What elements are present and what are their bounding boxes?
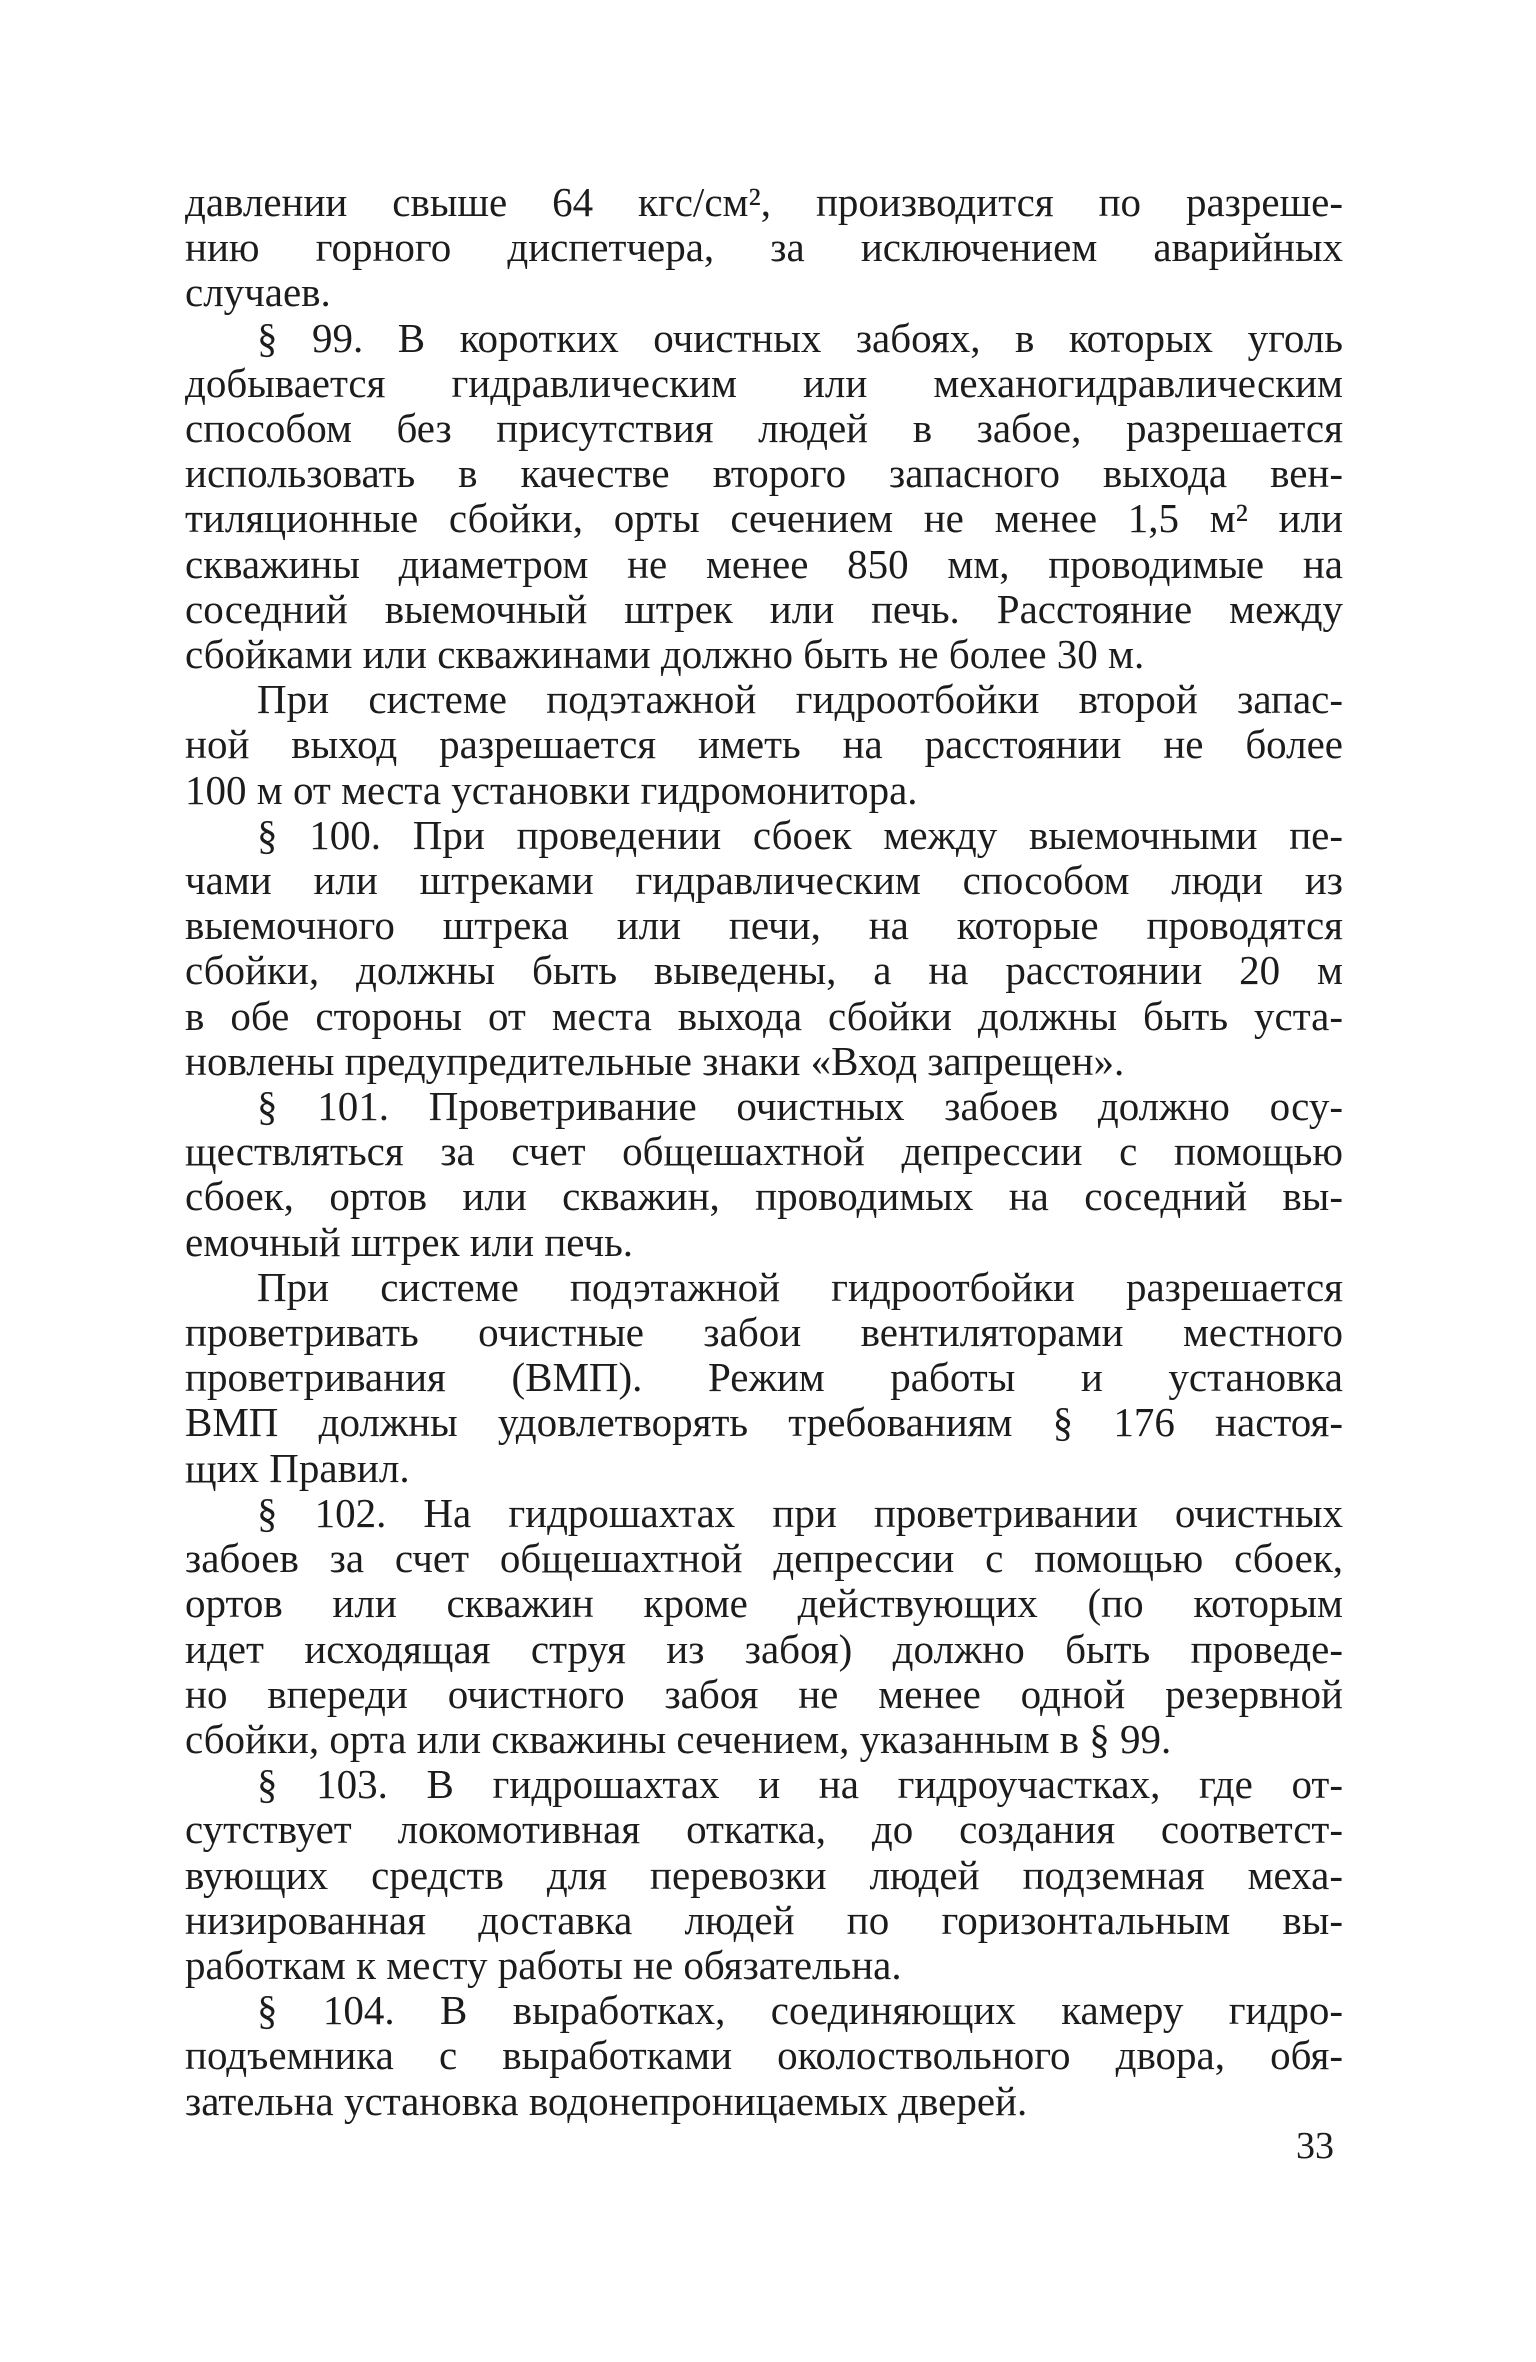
- text-line: вующих средств для перевозки людей подземная меха-: [185, 1851, 1343, 1898]
- text-line: емочный штрек или печь.: [185, 1218, 634, 1265]
- text-line: § 99. В коротких очистных забоях, в которых уголь: [257, 314, 1343, 361]
- text-line: ществляться за счет общешахтной депрессии с помощью: [185, 1128, 1343, 1175]
- text-line: щих Правил.: [185, 1444, 410, 1491]
- text-line: подъемника с выработками околоствольного двора, обя-: [185, 2032, 1343, 2079]
- page-body: [185, 180, 1343, 2124]
- text-line: сбоек, ортов или скважин, проводимых на соседний вы-: [185, 1173, 1343, 1220]
- text-line: работкам к месту работы не обязательна.: [185, 1941, 902, 1988]
- text-line: случаев.: [185, 269, 331, 316]
- text-line: § 101. Проветривание очистных забоев должно осу-: [257, 1083, 1343, 1130]
- text-line: проветривания (ВМП). Режим работы и установка: [185, 1354, 1343, 1401]
- paragraph-section-101: [185, 1084, 1343, 1265]
- text-line: давлении свыше 64 кгс/см², производится по разреше-: [185, 179, 1343, 225]
- text-line: проветривать очистные забои вентиляторами местного: [185, 1309, 1343, 1356]
- paragraph-sublevel-outlet: [185, 677, 1343, 813]
- text-line: добывается гидравлическим или механогидравлическим: [185, 359, 1343, 406]
- text-line: чами или штреками гидравлическим способом люди из: [185, 857, 1343, 904]
- text-line: тиляционные сбойки, орты сечением не менее 1,5 м² или: [185, 495, 1343, 542]
- text-line: выемочного штрека или печи, на которые проводятся: [185, 902, 1343, 949]
- text-line: ной выход разрешается иметь на расстоянии не более: [185, 721, 1343, 768]
- text-line: способом без присутствия людей в забое, разрешается: [185, 405, 1343, 452]
- text-line: в обе стороны от места выхода сбойки должны быть уста-: [185, 992, 1343, 1039]
- text-line: соседний выемочный штрек или печь. Расстояние между: [185, 585, 1343, 632]
- text-line: сбойки, орта или скважины сечением, указанным в § 99.: [185, 1715, 1172, 1762]
- text-line: использовать в качестве второго запасного выхода вен-: [185, 450, 1343, 497]
- text-line: нию горного диспетчера, за исключением аварийных: [185, 224, 1343, 271]
- text-line: сбойками или скважинами должно быть не более 30 м.: [185, 631, 1145, 678]
- text-line: новлены предупредительные знаки «Вход запрещен».: [185, 1037, 1125, 1084]
- text-line: низированная доставка людей по горизонтальным вы-: [185, 1896, 1343, 1943]
- text-line: 100 м от места установки гидромонитора.: [185, 766, 918, 813]
- text-line: скважины диаметром не менее 850 мм, проводимые на: [185, 540, 1343, 587]
- text-line: зательна установка водонепроницаемых дверей.: [185, 2077, 1028, 2124]
- text-line: ВМП должны удовлетворять требованиям § 176 настоя-: [185, 1399, 1343, 1446]
- text-line: идет исходящая струя из забоя) должно быть проведе-: [185, 1625, 1343, 1672]
- paragraph-sublevel-ventilation: [185, 1265, 1343, 1491]
- text-line: § 103. В гидрошахтах и на гидроучастках, где от-: [257, 1761, 1343, 1808]
- paragraph-section-102: [185, 1491, 1343, 1762]
- text-line: ортов или скважин кроме действующих (по которым: [185, 1580, 1343, 1627]
- paragraph-section-100: [185, 813, 1343, 1084]
- text-line: забоев за счет общешахтной депрессии с помощью сбоек,: [185, 1535, 1343, 1582]
- page-number: 33: [1296, 2125, 1334, 2167]
- text-line: сбойки, должны быть выведены, а на расстоянии 20 м: [185, 947, 1343, 994]
- paragraph-section-104: [185, 1988, 1343, 2124]
- text-line: сутствует локомотивная откатка, до создания соответст-: [185, 1806, 1343, 1853]
- text-line: При системе подэтажной гидроотбойки второй запас-: [257, 676, 1343, 723]
- text-line: но впереди очистного забоя не менее одной резервной: [185, 1670, 1343, 1717]
- paragraph-continuation: [185, 180, 1343, 316]
- text-line: § 100. При проведении сбоек между выемочными пе-: [257, 811, 1343, 858]
- text-line: § 104. В выработках, соединяющих камеру гидро-: [257, 1987, 1343, 2034]
- text-line: § 102. На гидрошахтах при проветривании очистных: [257, 1489, 1343, 1536]
- paragraph-section-103: [185, 1762, 1343, 1988]
- text-line: При системе подэтажной гидроотбойки разрешается: [257, 1263, 1343, 1310]
- paragraph-section-99: [185, 316, 1343, 678]
